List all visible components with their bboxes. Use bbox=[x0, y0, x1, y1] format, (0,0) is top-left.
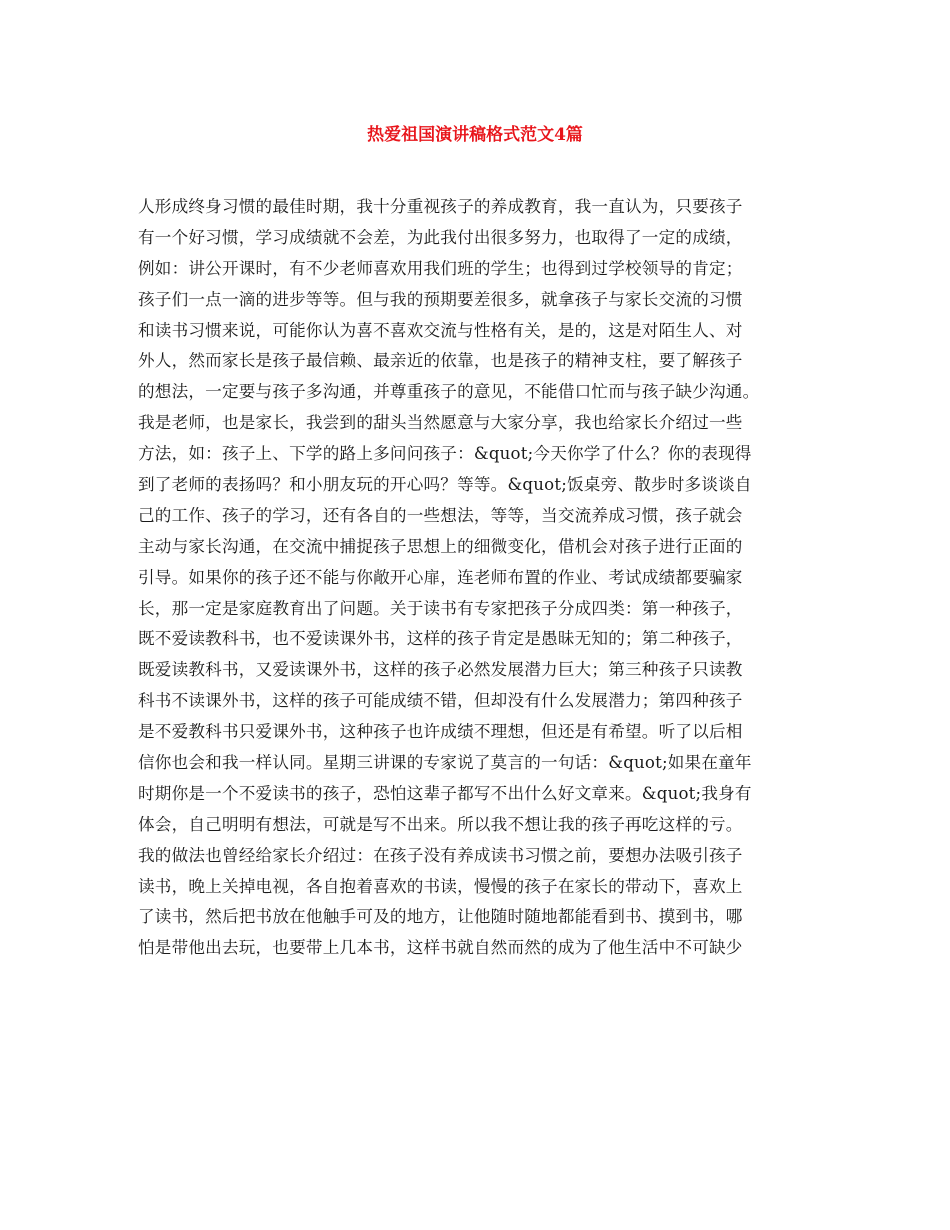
body-line: 了读书，然后把书放在他触手可及的地方，让他随时随地都能看到书、摸到书，哪 bbox=[138, 907, 743, 927]
body-line: 例如：讲公开课时，有不少老师喜欢用我们班的学生；也得到过学校领导的肯定； bbox=[138, 258, 743, 278]
body-line: 孩子们一点一滴的进步等等。但与我的预期要差很多，就拿孩子与家长交流的习惯 bbox=[138, 289, 743, 309]
body-line: 既不爱读教科书，也不爱读课外书，这样的孩子肯定是愚昧无知的；第二种孩子， bbox=[138, 629, 743, 649]
body-line: 我是老师，也是家长，我尝到的甜头当然愿意与大家分享，我也给家长介绍过一些 bbox=[138, 413, 743, 433]
document-body bbox=[138, 192, 838, 964]
body-line: 外人，然而家长是孩子最信赖、最亲近的依靠，也是孩子的精神支柱，要了解孩子 bbox=[138, 351, 743, 371]
body-line: 有一个好习惯，学习成绩就不会差，为此我付出很多努力，也取得了一定的成绩， bbox=[138, 227, 743, 247]
body-line: 方法，如：孩子上、下学的路上多问问孩子：&quot;今天你学了什么？你的表现得 bbox=[138, 444, 752, 464]
body-line: 和读书习惯来说，可能你认为喜不喜欢交流与性格有关，是的，这是对陌生人、对 bbox=[138, 320, 743, 340]
document-title: 热爱祖国演讲稿格式范文4篇 bbox=[367, 125, 583, 145]
body-line: 信你也会和我一样认同。星期三讲课的专家说了莫言的一句话：&quot;如果在童年 bbox=[138, 753, 752, 773]
body-line: 长，那一定是家庭教育出了问题。关于读书有专家把孩子分成四类：第一种孩子， bbox=[138, 598, 743, 618]
body-line: 我的做法也曾经给家长介绍过：在孩子没有养成读书习惯之前，要想办法吸引孩子 bbox=[138, 845, 743, 865]
body-line: 读书，晚上关掉电视，各自抱着喜欢的书读，慢慢的孩子在家长的带动下，喜欢上 bbox=[138, 876, 743, 896]
body-line: 怕是带他出去玩，也要带上几本书，这样书就自然而然的成为了他生活中不可缺少 bbox=[138, 938, 743, 958]
body-line: 己的工作、孩子的学习，还有各自的一些想法，等等，当交流养成习惯，孩子就会 bbox=[138, 505, 743, 525]
body-line: 时期你是一个不爱读书的孩子，恐怕这辈子都写不出什么好文章来。&quot;我身有 bbox=[138, 783, 752, 803]
body-line: 既爱读教科书，又爱读课外书，这样的孩子必然发展潜力巨大；第三种孩子只读教 bbox=[138, 660, 743, 680]
body-line: 科书不读课外书，这样的孩子可能成绩不错，但却没有什么发展潜力；第四种孩子 bbox=[138, 691, 743, 711]
body-line: 主动与家长沟通，在交流中捕捉孩子思想上的细微变化，借机会对孩子进行正面的 bbox=[138, 536, 743, 556]
body-line: 引导。如果你的孩子还不能与你敞开心扉，连老师布置的作业、考试成绩都要骗家 bbox=[138, 567, 743, 587]
body-line: 人形成终身习惯的最佳时期，我十分重视孩子的养成教育，我一直认为，只要孩子 bbox=[138, 197, 743, 216]
body-line: 体会，自己明明有想法，可就是写不出来。所以我不想让我的孩子再吃这样的亏。 bbox=[138, 814, 743, 834]
body-line: 的想法，一定要与孩子多沟通，并尊重孩子的意见，不能借口忙而与孩子缺少沟通。 bbox=[138, 382, 760, 402]
body-line: 是不爱教科书只爱课外书，这种孩子也许成绩不理想，但还是有希望。听了以后相 bbox=[138, 722, 743, 742]
body-line: 到了老师的表扬吗？和小朋友玩的开心吗？等等。&quot;饭桌旁、散步时多谈谈自 bbox=[138, 475, 752, 495]
